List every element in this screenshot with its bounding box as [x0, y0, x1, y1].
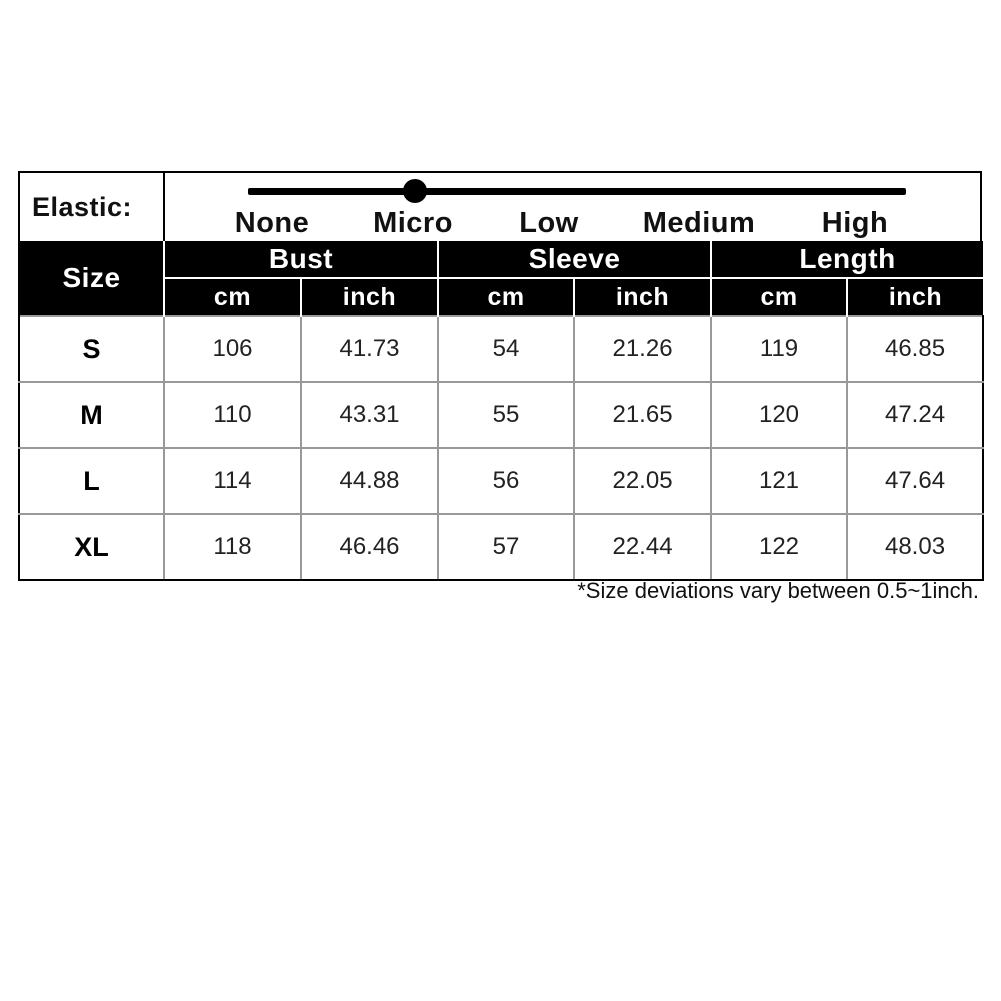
table-cell: 120 — [711, 382, 847, 448]
sleeve-header: Sleeve — [438, 241, 711, 278]
size-cell: L — [19, 448, 164, 514]
elastic-level-low: Low — [519, 207, 579, 239]
unit-header: cm — [164, 278, 301, 316]
table-row — [19, 316, 983, 382]
size-deviation-note: *Size deviations vary between 0.5~1inch. — [577, 578, 979, 603]
unit-header: cm — [438, 278, 574, 316]
elastic-level-medium: Medium — [642, 207, 756, 239]
table-cell: 48.03 — [847, 514, 983, 580]
table-cell: 114 — [164, 448, 301, 514]
elastic-level-micro: Micro — [373, 207, 453, 239]
bust-header: Bust — [164, 241, 438, 278]
table-cell: 43.31 — [301, 382, 438, 448]
table-cell: 21.65 — [574, 382, 711, 448]
table-cell: 110 — [164, 382, 301, 448]
size-column-header: Size — [19, 241, 164, 316]
length-header: Length — [711, 241, 983, 278]
table-row — [19, 448, 983, 514]
table-cell: 57 — [438, 514, 574, 580]
elastic-level-none: None — [234, 207, 310, 239]
elastic-scale-marker — [403, 179, 427, 203]
size-cell: M — [19, 382, 164, 448]
table-cell: 106 — [164, 316, 301, 382]
size-cell: S — [19, 316, 164, 382]
unit-header: cm — [711, 278, 847, 316]
table-cell: 46.85 — [847, 316, 983, 382]
elastic-label: Elastic: — [20, 173, 165, 241]
table-cell: 118 — [164, 514, 301, 580]
table-cell: 55 — [438, 382, 574, 448]
table-cell: 119 — [711, 316, 847, 382]
table-cell: 22.05 — [574, 448, 711, 514]
table-cell: 56 — [438, 448, 574, 514]
elastic-level-high: High — [821, 207, 889, 239]
table-cell: 46.46 — [301, 514, 438, 580]
table-cell: 47.24 — [847, 382, 983, 448]
elastic-scale-track — [248, 188, 906, 195]
table-cell: 22.44 — [574, 514, 711, 580]
size-cell: XL — [19, 514, 164, 580]
unit-header: inch — [847, 278, 983, 316]
table-cell: 54 — [438, 316, 574, 382]
table-cell: 44.88 — [301, 448, 438, 514]
table-cell: 21.26 — [574, 316, 711, 382]
table-cell: 121 — [711, 448, 847, 514]
elastic-scale-row — [18, 171, 982, 241]
table-cell: 47.64 — [847, 448, 983, 514]
table-row — [19, 514, 983, 580]
table-cell: 122 — [711, 514, 847, 580]
table-row — [19, 382, 983, 448]
size-table — [18, 241, 984, 581]
table-cell: 41.73 — [301, 316, 438, 382]
unit-header: inch — [301, 278, 438, 316]
unit-header: inch — [574, 278, 711, 316]
